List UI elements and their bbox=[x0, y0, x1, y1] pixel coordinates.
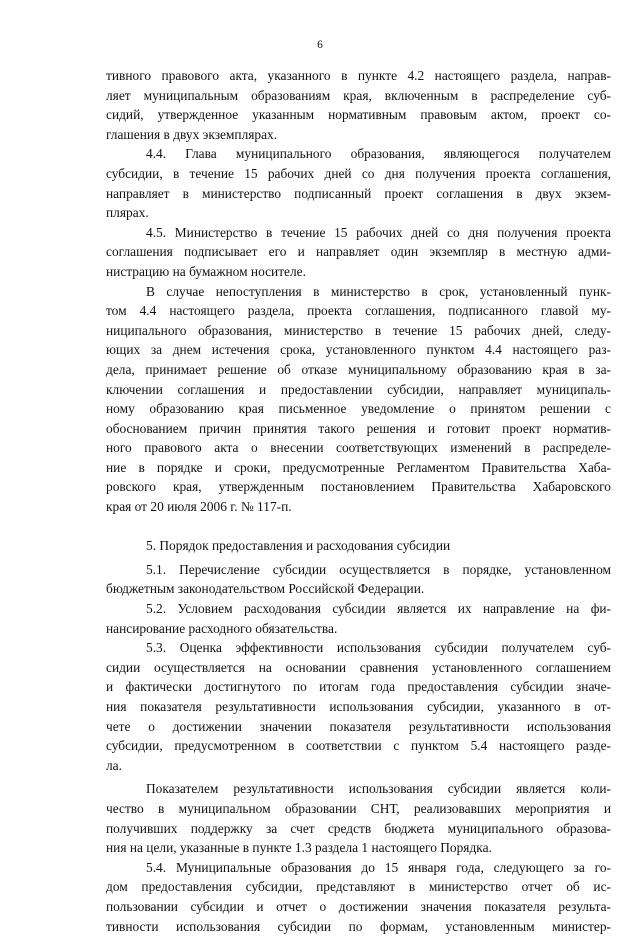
text-line: ние в порядке и сроки, предусмотренные Регламентом Правительства Хаба- bbox=[106, 459, 611, 475]
text-line: направляет в министерство подписанный проект соглашения в двух экзем- bbox=[106, 185, 611, 201]
text-line: дела, принимает решение об отказе муниципальному образованию края в за- bbox=[106, 361, 611, 377]
text-line: дом предоставления субсидии, представляют в министерство отчет об ис- bbox=[106, 879, 611, 895]
paragraph-4-4-start: 4.4. Глава муниципального образования, являющегося получателем bbox=[146, 146, 611, 162]
paragraph-4-5-start: 4.5. Министерство в течение 15 рабочих дней со дня получения проекта bbox=[146, 224, 611, 240]
text-line: ла. bbox=[106, 757, 122, 773]
text-line: ниципального образования, министерство в течение 15 рабочих дней, следу- bbox=[106, 322, 611, 338]
paragraph-non-receipt-start: В случае непоступления в министерство в срок, установленный пунк- bbox=[146, 283, 611, 299]
text-line: бюджетным законодательством Российской Федерации. bbox=[106, 581, 425, 597]
text-line: тивности использования субсидии по формам, установленным министер- bbox=[106, 918, 611, 934]
text-line: ного правового акта о внесении соответствующих изменений в распределе- bbox=[106, 440, 611, 456]
text-line: пользовании субсидии и отчет о достижении значения показателя результа- bbox=[106, 898, 611, 914]
paragraph-5-3-start: 5.3. Оценка эффективности использования субсидии получателем суб- bbox=[146, 640, 611, 656]
section-5-heading: 5. Порядок предоставления и расходования субсидии bbox=[146, 538, 451, 554]
text-line: нистрацию на бумажном носителе. bbox=[106, 263, 306, 279]
text-line: субсидии, в течение 15 рабочих дней со дня получения проекта соглашения, bbox=[106, 165, 611, 181]
text-line: чество в муниципальном образовании СНТ, реализовавших мероприятия и bbox=[106, 800, 611, 816]
text-line: ключении соглашения и предоставлении субсидии, направляет муниципаль- bbox=[106, 381, 611, 397]
text-line: сидии осуществляется на основании сравнения установленного соглашением bbox=[106, 659, 611, 675]
document-body bbox=[106, 66, 611, 936]
paragraph-5-4-start: 5.4. Муниципальные образования до 15 января года, следующего за го- bbox=[146, 859, 611, 875]
text-line: соглашения подписывает его и направляет один экземпляр в местную адми- bbox=[106, 244, 611, 260]
text-line: том 4.4 настоящего раздела, проекта соглашения, подписанного главой му- bbox=[106, 303, 611, 319]
paragraph-5-1-start: 5.1. Перечисление субсидии осуществляется в порядке, установленном bbox=[146, 561, 611, 577]
text-line: сидий, утвержденное указанным нормативным правовым актом, проект со- bbox=[106, 107, 611, 123]
text-line: ровского края, утвержденным постановлением Правительства Хабаровского bbox=[106, 479, 611, 495]
text-line: ния на цели, указанные в пункте 1.3 раздела 1 настоящего Порядка. bbox=[106, 840, 492, 856]
text-line: нансирование расходного обязательства. bbox=[106, 620, 338, 636]
text-line: плярах. bbox=[106, 205, 149, 221]
paragraph-5-2-start: 5.2. Условием расходования субсидии является их направление на фи- bbox=[146, 601, 611, 617]
page-number: 6 bbox=[317, 39, 323, 51]
text-line: чете о достижении значении показателя результативности использования bbox=[106, 718, 611, 734]
paragraph-indicator-start: Показателем результативности использования субсидии является коли- bbox=[146, 781, 611, 797]
text-line: обоснованием причин принятия такого решения и готовит проект норматив- bbox=[106, 420, 611, 436]
text-line: ляет муниципальным образованиям края, включенным в распределение суб- bbox=[106, 87, 611, 103]
text-line: получивших поддержку за счет средств бюджета муниципального образова- bbox=[106, 820, 611, 836]
text-line: тивного правового акта, указанного в пункте 4.2 настоящего раздела, направ- bbox=[106, 68, 611, 83]
text-line: ному образованию края письменное уведомление о принятом решении с bbox=[106, 401, 611, 417]
text-line: субсидии, предусмотренном в соответствии с пунктом 5.4 настоящего разде- bbox=[106, 738, 611, 754]
text-line: края от 20 июля 2006 г. № 117-п. bbox=[106, 499, 292, 515]
text-line: ния показателя результативности использования субсидии, указанного в от- bbox=[106, 699, 611, 714]
text-line: глашения в двух экземплярах. bbox=[106, 126, 278, 142]
text-line: и фактически достигнутого по итогам года предоставления субсидии значе- bbox=[106, 679, 611, 695]
text-line: ющих за днем истечения срока, установленного пунктом 4.4 настоящего раз- bbox=[106, 342, 611, 358]
